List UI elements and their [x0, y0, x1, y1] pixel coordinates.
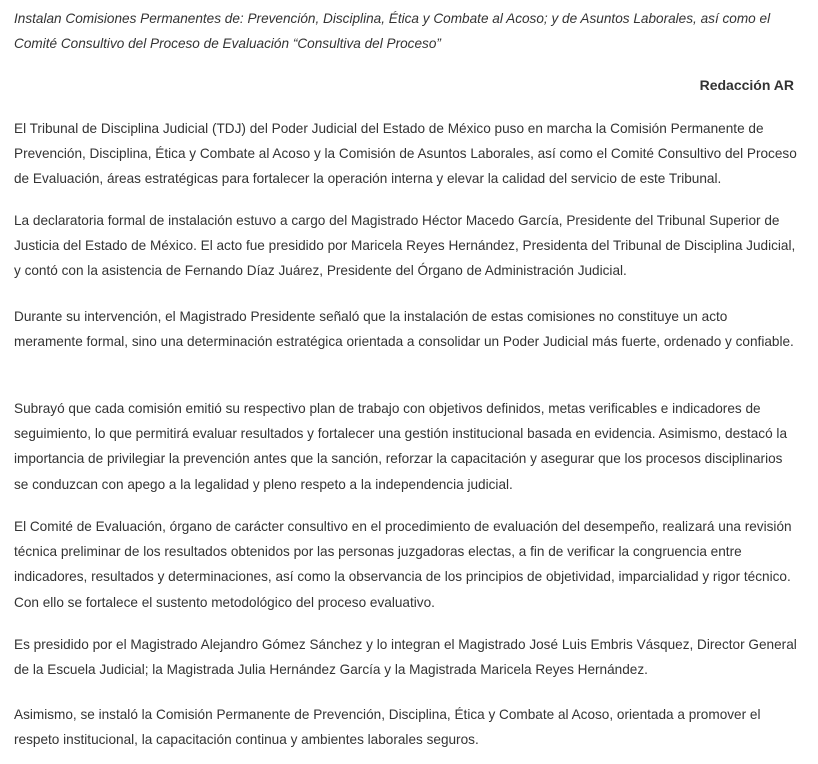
article-paragraph: El Comité de Evaluación, órgano de carácter consultivo en el procedimiento de evaluación del desempeño, realizará una revisión técnica preliminar de los resultados obtenidos por las personas juzgadoras electas, a fin de verificar la congruencia entre indicadores, resultados y determinaciones, así como la observancia de los principios de objetividad, imparcialidad y rigor técnico. Con ello se fortalece el sustento metodológico del proceso evaluativo.: [14, 519, 792, 610]
article-paragraph: Es presidido por el Magistrado Alejandro Gómez Sánchez y lo integran el Magistrado José Luis Embris Vásquez, Director General de la Escuela Judicial; la Magistrada Julia Hernández García y la Magistrada Maricela Reyes Hernández.: [14, 637, 797, 678]
article-byline: Redacción AR: [699, 77, 794, 93]
article-subtitle: Instalan Comisiones Permanentes de: Prevención, Disciplina, Ética y Combate al Acoso; y de Asuntos Laborales, así como el Comité Consultivo del Proceso de Evaluación “Consultiva del Proceso”: [14, 11, 771, 51]
article-paragraph: La declaratoria formal de instalación estuvo a cargo del Magistrado Héctor Macedo García, Presidente del Tribunal Superior de Justicia del Estado de México. El acto fue presidido por Maricela Reyes Hernández, Presidenta del Tribunal de Disciplina Judicial, y contó con la asistencia de Fernando Díaz Juárez, Presidente del Órgano de Administración Judicial.: [14, 213, 796, 279]
article-paragraph: Subrayó que cada comisión emitió su respectivo plan de trabajo con objetivos definidos, metas verificables e indicadores de seguimiento, lo que permitirá evaluar resultados y fortalecer una gestión institucional basada en evidencia. Asimismo, destacó la importancia de privilegiar la prevención antes que la sanción, reforzar la capacitación y asegurar que los procesos disciplinarios se conduzcan con apego a la legalidad y pleno respeto a la independencia judicial.: [14, 401, 788, 492]
article-byline-container: [14, 75, 794, 95]
article-subtitle-container: [14, 6, 794, 69]
article-paragraph: El Tribunal de Disciplina Judicial (TDJ) del Poder Judicial del Estado de México puso en marcha la Comisión Permanente de Prevención, Disciplina, Ética y Combate al Acoso y la Comisión de Asuntos Laborales, así como el Comité Consultivo del Proceso de Evaluación, áreas estratégicas para fortalecer la operación interna y elevar la calidad del servicio de este Tribunal.: [14, 121, 797, 187]
article-paragraph: Asimismo, se instaló la Comisión Permanente de Prevención, Disciplina, Ética y Combate al Acoso, orientada a promover el respeto institucional, la capacitación continua y ambientes laborales seguros.: [14, 707, 761, 748]
article-paragraph: Durante su intervención, el Magistrado Presidente señaló que la instalación de estas comisiones no constituye un acto meramente formal, sino una determinación estratégica orientada a consolidar un Poder Judicial más fuerte, ordenado y confiable.: [14, 309, 794, 350]
